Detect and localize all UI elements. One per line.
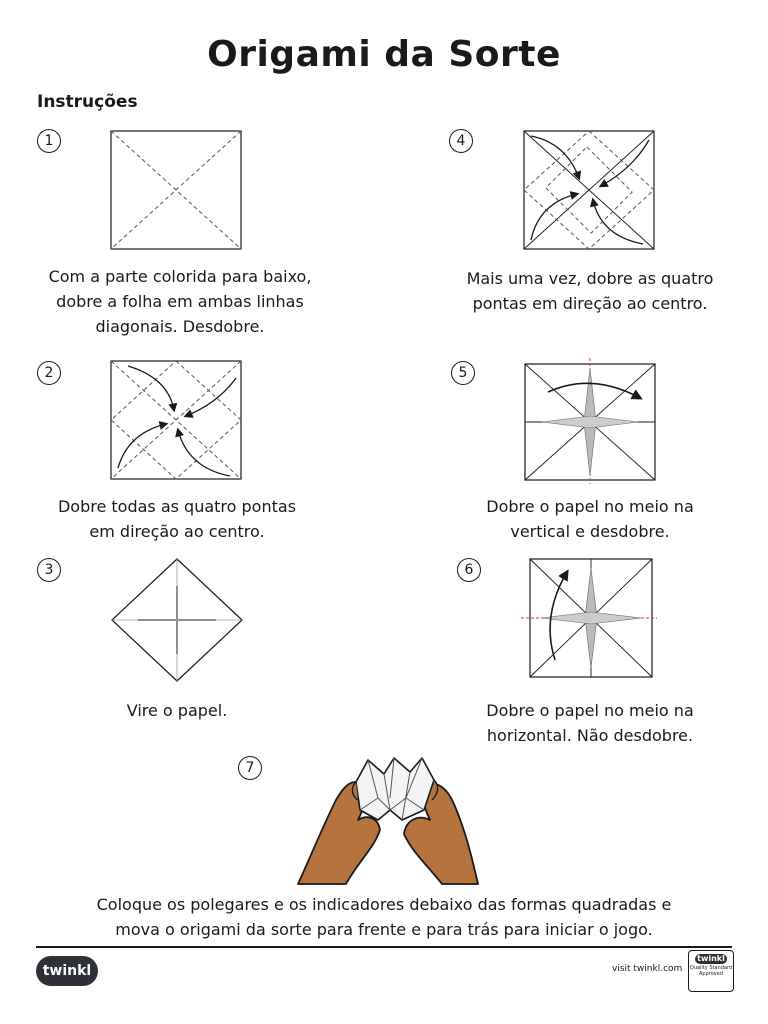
quality-badge (688, 950, 734, 992)
step-2-number: 2 (37, 361, 61, 385)
step-6-caption: Dobre o papel no meio na horizontal. Não desdobre. (486, 701, 694, 745)
footer-divider (36, 946, 732, 948)
step-1-number: 1 (37, 129, 61, 153)
step-3-caption: Vire o papel. (126, 701, 228, 720)
step-4-caption: Mais uma vez, dobre as quatro pontas em direção ao centro. (466, 269, 714, 313)
step-1-diagram (108, 128, 244, 252)
step-2-diagram (108, 358, 244, 482)
step-5-caption: Dobre o papel no meio na vertical e desdobre. (486, 497, 694, 541)
step-3-diagram (108, 556, 246, 684)
step-5-diagram (522, 358, 658, 484)
step-7-number: 7 (238, 756, 262, 780)
instructions-heading: Instruções (37, 92, 138, 112)
step-5-number: 5 (451, 361, 475, 385)
step-3-number: 3 (37, 558, 61, 582)
badge-brand: twinkl (695, 954, 727, 964)
step-2-caption: Dobre todas as quatro pontas em direção ao centro. (57, 497, 297, 541)
step-6-number: 6 (457, 558, 481, 582)
visit-link-text: visit twinkl.com (612, 964, 683, 974)
badge-line-1: Quality Standard (689, 965, 733, 971)
step-4-diagram (521, 128, 657, 252)
badge-line-2: Approved (699, 971, 723, 977)
page-title: Origami da Sorte (207, 34, 561, 75)
step-7-caption: Coloque os polegares e os indicadores debaixo das formas quadradas e mova o origami da sorte para frente e para trás para iniciar o jogo. (96, 895, 672, 939)
twinkl-logo: twinkl (36, 956, 98, 986)
hands-fortune-teller-illustration (294, 748, 482, 888)
step-6-diagram (521, 556, 657, 680)
step-1-caption: Com a parte colorida para baixo, dobre a folha em ambas linhas diagonais. Desdobre. (48, 267, 312, 336)
step-4-number: 4 (449, 129, 473, 153)
